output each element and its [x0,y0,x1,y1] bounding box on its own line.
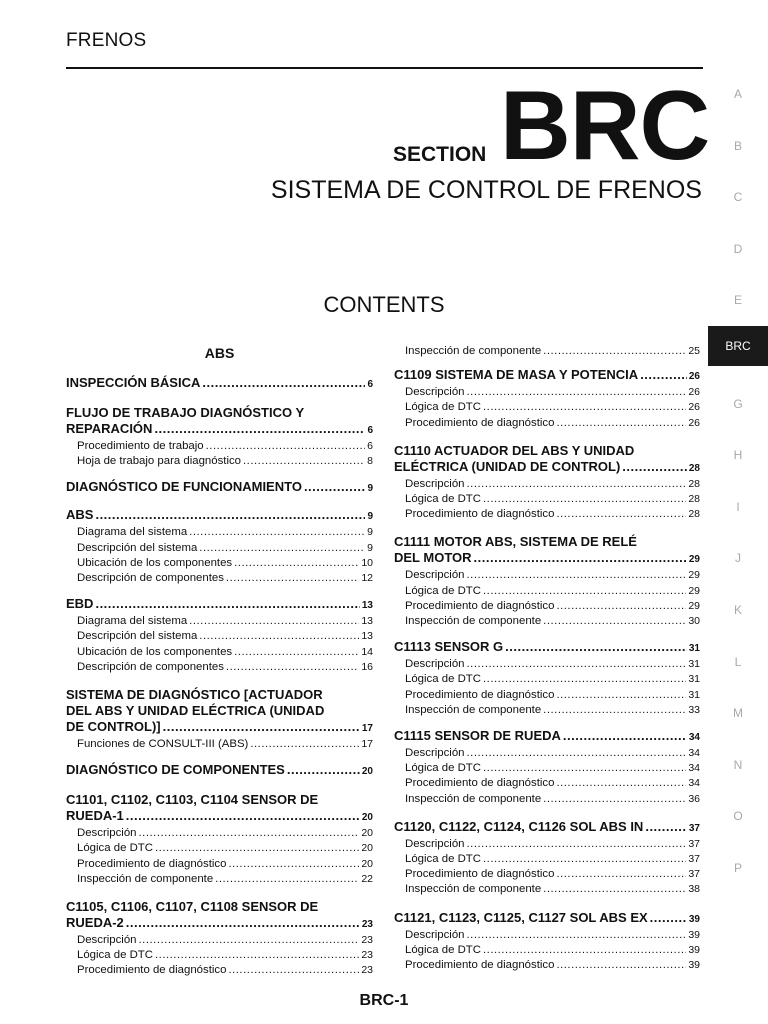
dot-leader [556,688,686,703]
dot-leader [155,948,359,963]
toc-subsection-entry-page: 34 [688,777,700,790]
side-index-o[interactable]: O [733,809,743,824]
dot-leader [304,479,366,495]
toc-subsection-entry-page: 20 [361,857,373,870]
dot-leader [483,584,686,599]
toc-heading-line[interactable]: C1105, C1106, C1107, C1108 SENSOR DE [66,899,319,915]
toc-section-entry-label: C1120, C1122, C1124, C1126 SOL ABS IN [394,818,644,834]
dot-leader [474,550,687,566]
toc-subsection-entry[interactable] [394,344,700,359]
toc-subsection-entry-page: 12 [361,572,373,585]
page-header-title: FRENOS [66,30,147,51]
toc-section-entry-page: 20 [361,766,373,778]
toc-subsection-entry-page: 33 [688,703,700,716]
toc-subsection-entry-label: Descripción [405,928,465,941]
toc-block [66,762,373,780]
dot-leader [126,808,360,824]
dot-leader [543,703,686,718]
side-index-h[interactable]: H [733,448,743,463]
dot-leader [556,958,686,973]
toc-heading-line[interactable]: C1110 ACTUADOR DEL ABS Y UNIDAD [394,442,635,458]
toc-block [394,443,700,523]
toc-subsection-entry-label: Lógica de DTC [405,762,481,775]
toc-subsection-entry[interactable] [66,614,373,629]
toc-section-entry-page: 29 [688,554,700,566]
toc-subsection-entry[interactable] [66,660,373,675]
toc-block [394,728,700,807]
side-index-d[interactable]: D [733,241,743,256]
dot-leader [226,660,359,675]
dot-leader [505,639,687,655]
toc-section-entry[interactable] [66,479,373,497]
toc-section-entry[interactable] [66,375,373,393]
side-index-i[interactable]: I [736,499,740,514]
toc-subsection-entry-label: Lógica de DTC [77,949,153,962]
toc-subsection-entry-label: Procedimiento de diagnóstico [405,599,555,612]
toc-subsection-entry-label: Descripción [405,477,465,490]
toc-column-title: ABS [204,345,235,361]
toc-section-entry-label: REPARACIÓN [66,421,153,436]
dot-leader [189,525,365,540]
toc-subsection-entry-label: Procedimiento de diagnóstico [405,959,555,972]
toc-subsection-entry[interactable] [394,416,700,431]
toc-section-entry-page: 31 [688,643,700,655]
toc-subsection-entry[interactable] [394,746,700,761]
section-code: BRC [500,70,710,180]
toc-heading-line[interactable]: C1111 MOTOR ABS, SISTEMA DE RELÉ [394,534,637,550]
toc-subsection-entry-page: 37 [688,853,700,866]
toc-block [394,910,700,974]
section-title: SISTEMA DE CONTROL DE FRENOS [270,176,702,204]
dot-leader [95,596,359,612]
dot-leader [622,459,687,475]
side-index-m[interactable]: M [733,706,743,721]
toc-subsection-entry[interactable] [66,872,373,887]
toc-subsection-entry-page: 31 [688,688,700,701]
toc-subsection-entry-page: 6 [367,440,373,452]
toc-subsection-entry[interactable] [66,963,373,978]
toc-subsection-entry-page: 34 [688,762,700,775]
toc-block [66,687,373,752]
toc-section-entry[interactable] [394,819,700,837]
toc-block [66,507,373,586]
toc-subsection-entry[interactable] [394,568,700,583]
contents-heading: CONTENTS [323,292,445,317]
toc-section-entry-page: 20 [361,812,373,824]
dot-leader [556,776,686,791]
toc-subsection-entry[interactable] [66,826,373,841]
toc-subsection-entry-page: 29 [688,599,700,612]
toc-section-entry-label: INSPECCIÓN BÁSICA [66,375,201,390]
toc-subsection-entry-page: 30 [688,615,700,628]
toc-right-column [394,344,700,973]
toc-subsection-entry-page: 13 [361,630,373,643]
side-index-k[interactable]: K [733,603,742,617]
toc-section-entry-page: 6 [367,425,373,436]
toc-section-entry-page: 6 [367,379,373,390]
toc-subsection-entry-page: 14 [361,645,373,658]
toc-subsection-entry-page: 9 [367,541,373,554]
dot-leader [163,719,360,735]
dot-leader [556,416,686,431]
toc-subsection-entry-label: Procedimiento de diagnóstico [405,868,555,881]
dot-leader [556,507,686,522]
toc-subsection-entry-label: Lógica de DTC [405,493,481,506]
dot-leader [650,910,687,926]
dot-leader [154,421,365,437]
toc-section-entry-label: C1113 SENSOR G [394,639,504,655]
toc-subsection-entry-label: Descripción del sistema [77,630,198,643]
dot-leader [250,737,359,752]
toc-subsection-entry-label: Procedimiento de diagnóstico [405,688,555,701]
side-index-a[interactable]: A [733,87,742,101]
toc-subsection-entry[interactable] [394,477,700,492]
toc-section-entry-page: 23 [361,919,373,931]
toc-subsection-entry-label: Descripción [405,837,465,850]
toc-section-entry-page: 39 [688,913,700,925]
toc-block [66,596,373,675]
side-index-e[interactable]: E [733,293,742,308]
toc-subsection-entry-label: Procedimiento de diagnóstico [77,964,227,977]
toc-subsection-entry[interactable] [66,948,373,963]
toc-subsection-entry-label: Inspección de componente [405,703,542,716]
toc-section-entry[interactable] [66,719,373,737]
toc-subsection-entry[interactable] [394,928,700,943]
dot-leader [206,439,366,454]
toc-subsection-entry[interactable] [66,439,373,454]
toc-subsection-entry-label: Inspección de componente [405,345,542,357]
toc-subsection-entry[interactable] [394,385,700,400]
toc-subsection-entry[interactable] [394,882,700,897]
toc-left-column [66,345,373,979]
toc-section-entry[interactable] [66,808,373,826]
dot-leader [467,477,687,492]
toc-subsection-entry-page: 23 [361,934,373,947]
toc-subsection-entry[interactable] [394,703,700,718]
toc-section-entry-label: RUEDA-2 [66,915,124,931]
toc-subsection-entry-label: Lógica de DTC [405,673,481,686]
toc-heading-line[interactable]: DEL ABS Y UNIDAD ELÉCTRICA (UNIDAD [66,703,325,719]
header-rule [66,67,703,69]
toc-section-entry-label: RUEDA-1 [66,808,124,824]
toc-section-entry[interactable] [394,910,700,928]
toc-section-entry-label: C1121, C1123, C1125, C1127 SOL ABS EX [394,909,648,925]
side-index-c[interactable]: C [733,190,743,205]
toc-subsection-entry-label: Inspección de componente [77,872,214,885]
dot-leader [556,867,686,882]
toc-subsection-entry-page: 29 [688,584,700,597]
toc-subsection-entry-page: 37 [688,868,700,881]
toc-block [394,344,700,359]
toc-subsection-entry-page: 22 [361,872,373,885]
toc-subsection-entry-page: 10 [361,556,373,569]
toc-block [394,367,700,431]
toc-subsection-entry-label: Descripción [405,386,465,399]
toc-subsection-entry-page: 31 [688,673,700,686]
toc-subsection-entry[interactable] [66,525,373,540]
dot-leader [556,599,686,614]
dot-leader [155,841,359,856]
toc-subsection-entry-page: 25 [688,345,700,357]
toc-subsection-entry[interactable] [394,400,700,415]
toc-subsection-entry-label: Diagrama del sistema [77,615,188,628]
toc-subsection-entry-page: 39 [688,943,700,956]
dot-leader [467,746,687,761]
toc-subsection-entry[interactable] [394,943,700,958]
toc-block [394,819,700,898]
toc-section-entry-page: 9 [367,483,373,495]
toc-section-entry[interactable] [66,507,373,525]
dot-leader [563,728,687,744]
toc-section-entry-label: C1115 SENSOR DE RUEDA [394,728,561,744]
toc-section-entry-page: 9 [367,511,373,523]
toc-section-entry-label: ELÉCTRICA (UNIDAD DE CONTROL) [394,458,621,474]
toc-subsection-entry-label: Lógica de DTC [405,401,481,414]
toc-section-entry-page: 37 [688,822,700,834]
dot-leader [199,541,365,556]
toc-subsection-entry-page: 28 [688,508,700,521]
toc-section-entry-label: EBD [66,596,94,612]
toc-subsection-entry-page: 16 [361,660,373,673]
toc-subsection-entry-page: 26 [688,416,700,429]
toc-subsection-entry[interactable] [394,599,700,614]
toc-subsection-entry-page: 37 [688,837,700,850]
toc-subsection-entry-page: 20 [361,842,373,855]
toc-subsection-entry-page: 23 [361,964,373,977]
dot-leader [483,492,686,507]
dot-leader [483,761,686,776]
toc-section-entry[interactable] [394,459,700,477]
toc-subsection-entry-page: 17 [361,738,373,751]
toc-subsection-entry-page: 13 [361,615,373,628]
toc-subsection-entry-page: 28 [688,493,700,506]
toc-heading-line[interactable]: FLUJO DE TRABAJO DIAGNÓSTICO Y [66,405,305,420]
side-index-p[interactable]: P [733,861,742,875]
toc-subsection-entry-label: Inspección de componente [405,615,542,628]
dot-leader [543,882,686,897]
dot-leader [228,857,359,872]
toc-subsection-entry-label: Procedimiento de trabajo [77,440,204,452]
toc-subsection-entry-page: 39 [688,928,700,941]
toc-subsection-entry-label: Descripción [77,934,137,947]
toc-subsection-entry-label: Ubicación de los componentes [77,556,233,569]
toc-subsection-entry-label: Ubicación de los componentes [77,645,233,658]
dot-leader [228,963,359,978]
toc-block [66,792,373,887]
side-index-l[interactable]: L [734,654,742,669]
dot-leader [234,556,359,571]
toc-subsection-entry[interactable] [66,841,373,856]
toc-section-entry-label: DIAGNÓSTICO DE COMPONENTES [66,762,285,778]
toc-subsection-entry-label: Descripción [405,658,465,671]
toc-block [66,405,373,469]
dot-leader [126,915,360,931]
dot-leader [139,826,360,841]
dot-leader [95,507,365,523]
toc-subsection-entry-label: Lógica de DTC [405,943,481,956]
toc-section-entry-page: 17 [361,723,373,735]
dot-leader [243,454,365,469]
toc-subsection-entry[interactable] [394,672,700,687]
toc-block [66,479,373,497]
toc-subsection-entry-label: Lógica de DTC [77,842,153,855]
dot-leader [645,819,687,835]
toc-subsection-entry-page: 38 [688,883,700,896]
toc-subsection-entry[interactable] [394,776,700,791]
dot-leader [202,375,365,391]
toc-subsection-entry[interactable] [394,792,700,807]
toc-subsection-entry-label: Lógica de DTC [405,853,481,866]
toc-subsection-entry[interactable] [66,556,373,571]
toc-heading-line[interactable]: SISTEMA DE DIAGNÓSTICO [ACTUADOR [66,687,323,703]
toc-subsection-entry-label: Funciones de CONSULT-III (ABS) [77,738,249,751]
toc-subsection-entry[interactable] [66,645,373,660]
toc-section-entry-page: 26 [688,371,700,383]
page-number: BRC-1 [359,992,409,1009]
toc-subsection-entry-label: Descripción [405,747,465,760]
toc-section-entry-label: DEL MOTOR [394,550,472,566]
side-index-b[interactable]: B [733,138,742,153]
toc-block [66,375,373,393]
toc-subsection-entry-page: 31 [688,658,700,671]
dot-leader [139,933,360,948]
toc-section-entry-page: 34 [688,732,700,744]
dot-leader [467,928,687,943]
dot-leader [543,614,686,629]
dot-leader [483,400,686,415]
toc-subsection-entry[interactable] [66,629,373,644]
dot-leader [483,852,686,867]
toc-subsection-entry[interactable] [394,657,700,672]
toc-subsection-entry-label: Hoja de trabajo para diagnóstico [77,455,242,468]
toc-subsection-entry[interactable] [66,737,373,752]
toc-subsection-entry[interactable] [394,867,700,882]
toc-section-entry-label: C1109 SISTEMA DE MASA Y POTENCIA [394,367,639,383]
toc-subsection-entry-label: Descripción del sistema [77,541,198,554]
dot-leader [467,837,687,852]
toc-subsection-entry-label: Descripción [77,827,137,840]
toc-subsection-entry-page: 26 [688,401,700,414]
toc-block [66,899,373,979]
toc-heading-line[interactable]: C1101, C1102, C1103, C1104 SENSOR DE [66,792,319,808]
toc-subsection-entry[interactable] [66,571,373,586]
toc-section-entry-label: DE CONTROL)] [66,719,161,735]
toc-subsection-entry[interactable] [394,958,700,973]
toc-subsection-entry-page: 39 [688,959,700,972]
toc-subsection-entry[interactable] [394,614,700,629]
toc-block [394,639,700,718]
toc-section-entry[interactable] [66,596,373,614]
toc-section-entry[interactable] [66,762,373,780]
toc-section-entry[interactable] [394,728,700,746]
dot-leader [215,872,359,887]
side-index-g[interactable]: G [733,396,743,411]
toc-subsection-entry-page: 28 [688,477,700,490]
toc-subsection-entry[interactable] [394,761,700,776]
side-index-n[interactable]: N [733,757,743,772]
toc-subsection-entry-page: 26 [688,386,700,399]
dot-leader [467,657,687,672]
dot-leader [640,367,687,383]
toc-subsection-entry[interactable] [394,688,700,703]
toc-subsection-entry-label: Diagrama del sistema [77,526,188,539]
toc-subsection-entry-label: Inspección de componente [405,792,542,805]
toc-subsection-entry-label: Descripción de componentes [77,660,224,673]
toc-subsection-entry[interactable] [66,933,373,948]
toc-subsection-entry-label: Procedimiento de diagnóstico [77,857,227,870]
toc-subsection-entry-page: 29 [688,569,700,582]
toc-section-entry[interactable] [66,915,373,933]
toc-subsection-entry[interactable] [66,541,373,556]
toc-subsection-entry-page: 20 [361,827,373,840]
toc-subsection-entry[interactable] [394,837,700,852]
toc-subsection-entry-label: Inspección de componente [405,883,542,896]
toc-section-entry[interactable] [394,367,700,385]
toc-block [394,534,700,629]
dot-leader [543,344,686,359]
toc-subsection-entry-page: 34 [688,747,700,760]
dot-leader [467,568,687,583]
dot-leader [287,762,360,778]
dot-leader [483,672,686,687]
toc-subsection-entry-label: Procedimiento de diagnóstico [405,416,555,429]
toc-section-entry-label: DIAGNÓSTICO DE FUNCIONAMIENTO [66,479,302,495]
toc-subsection-entry-page: 9 [367,526,373,539]
toc-subsection-entry-label: Descripción [405,569,465,582]
toc-section-entry[interactable] [66,421,373,439]
toc-section-entry[interactable] [394,550,700,568]
toc-subsection-entry[interactable] [394,852,700,867]
dot-leader [467,385,687,400]
dot-leader [199,629,359,644]
toc-subsection-entry[interactable] [66,857,373,872]
dot-leader [189,614,359,629]
toc-subsection-entry[interactable] [394,584,700,599]
toc-section-entry-page: 13 [361,600,373,612]
section-label: SECTION [393,143,487,166]
toc-subsection-entry-label: Descripción de componentes [77,572,224,585]
dot-leader [543,792,686,807]
toc-section-entry-page: 28 [688,462,700,474]
side-index-j[interactable]: J [735,551,741,566]
toc-subsection-entry-label: Procedimiento de diagnóstico [405,777,555,790]
toc-subsection-entry[interactable] [66,454,373,469]
dot-leader [483,943,686,958]
toc-section-entry-label: ABS [66,507,94,523]
toc-subsection-entry-label: Lógica de DTC [405,584,481,597]
toc-subsection-entry-page: 23 [361,949,373,962]
dot-leader [234,645,359,660]
toc-section-entry[interactable] [394,639,700,657]
dot-leader [226,571,359,586]
toc-subsection-entry-label: Procedimiento de diagnóstico [405,508,555,521]
side-index-brc[interactable]: BRC [708,326,768,366]
toc-subsection-entry[interactable] [394,507,700,522]
toc-subsection-entry-page: 36 [688,792,700,805]
toc-subsection-entry-page: 8 [367,455,373,468]
toc-subsection-entry[interactable] [394,492,700,507]
